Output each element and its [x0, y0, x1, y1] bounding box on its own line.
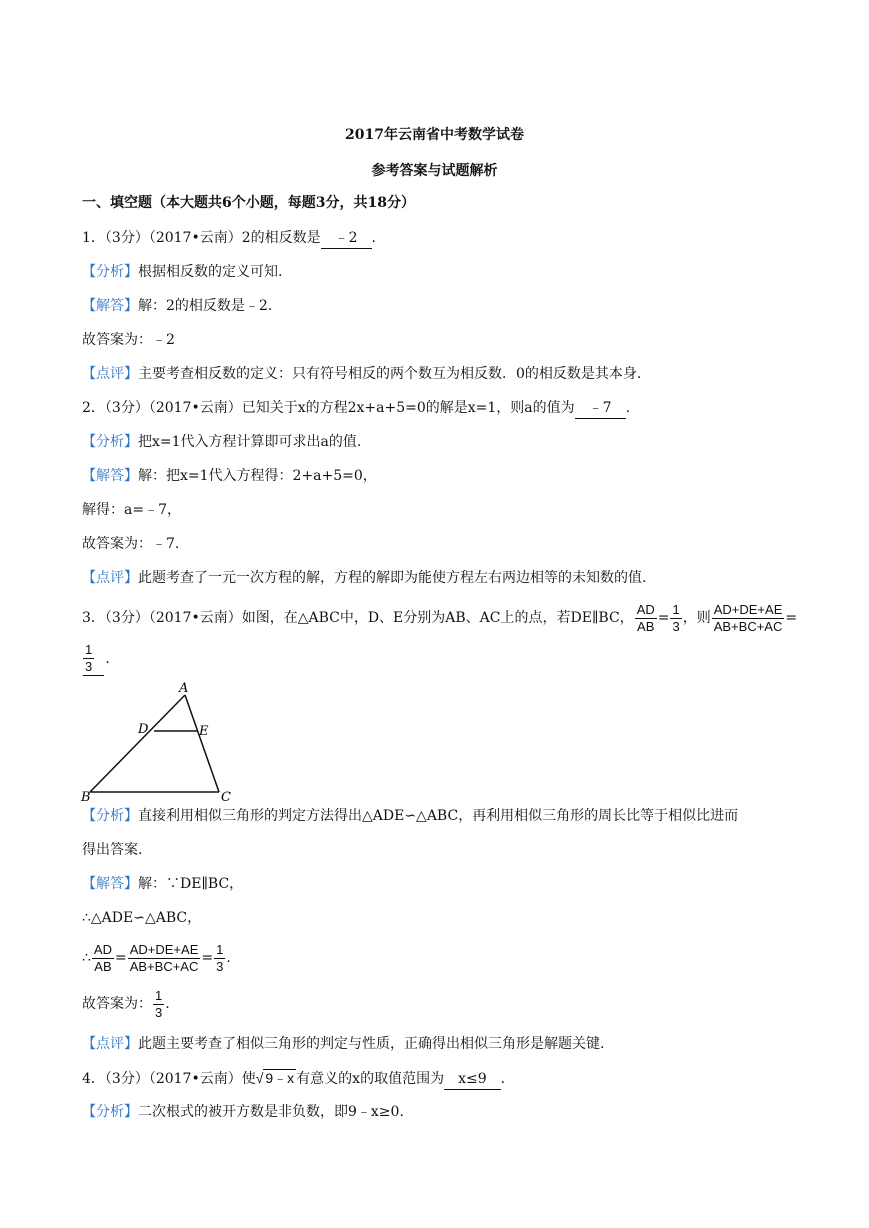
q3-final: 故答案为： $\frac{1}{3}$ . — [82, 987, 170, 1020]
q3-analysis-2: 得出答案. — [82, 842, 143, 858]
q1-comment: 【点评】主要考查相反数的定义：只有符号相反的两个数互为相反数．0的相反数是其本身. — [82, 366, 642, 382]
q1-final: 故答案为：﹣2 — [82, 332, 175, 348]
label-a: A — [179, 681, 189, 696]
q2-solution: 【解答】解：把x=1代入方程得：2+a+5=0， — [82, 468, 377, 484]
analysis-tag: 【分析】 — [82, 1104, 138, 1120]
paper-subtitle: 参考答案与试题解析 — [371, 163, 498, 179]
q2-comment: 【点评】此题考查了一元一次方程的解，方程的解即为能使方程左右两边相等的未知数的值. — [82, 570, 647, 586]
q3-analysis-1: 【分析】直接利用相似三角形的判定方法得出△ADE∽△ABC，再利用相似三角形的周长比等于相似比进而 — [82, 808, 739, 824]
solution-tag: 【解答】 — [82, 876, 138, 892]
q2-answer: ﹣7 — [575, 398, 626, 419]
paper-title: 2017年云南省中考数学试卷 — [345, 127, 524, 143]
q4-stem: 4．（3分）（2017•云南）使√ 9﹣x 有意义的x的取值范围为 x≤9 . — [82, 1068, 505, 1090]
analysis-tag: 【分析】 — [82, 434, 138, 450]
label-d: D — [138, 722, 149, 737]
q2-stem: 2．（3分）（2017•云南）已知关于x的方程2x+a+5=0的解是x=1，则a的值为 ﹣7 . — [82, 398, 630, 419]
q3-comment: 【点评】此题主要考查了相似三角形的判定与性质，正确得出相似三角形是解题关键. — [82, 1036, 605, 1052]
q2-final: 故答案为：﹣7. — [82, 536, 180, 552]
q1-solution: 【解答】解：2的相反数是﹣2. — [82, 298, 273, 314]
q4-analysis: 【分析】二次根式的被开方数是非负数，即9﹣x≥0. — [82, 1104, 404, 1120]
q1-stem: 1．（3分）（2017•云南）2的相反数是 ﹣2 . — [82, 228, 376, 249]
label-c: C — [221, 790, 231, 804]
triangle-figure — [78, 680, 238, 804]
q3-answer-fraction: $\frac{1}{3}$ — [83, 642, 104, 676]
sqrt-expression: √ 9﹣x — [255, 1070, 295, 1086]
q2-step: 解得：a=﹣7， — [82, 502, 181, 518]
q3-answer: $\frac{1}{3}$ . — [85, 642, 110, 674]
analysis-tag: 【分析】 — [82, 264, 138, 280]
label-e: E — [199, 724, 209, 739]
comment-tag: 【点评】 — [82, 1036, 138, 1052]
section-heading: 一、填空题（本大题共6个小题，每题3分，共18分） — [82, 195, 415, 211]
analysis-tag: 【分析】 — [82, 808, 138, 824]
fraction-one-third: $\frac{1}{3}$ — [672, 601, 680, 634]
q2-analysis: 【分析】把x=1代入方程计算即可求出a的值. — [82, 434, 362, 450]
solution-tag: 【解答】 — [82, 298, 138, 314]
q3-solution: 【解答】解：∵DE∥BC， — [82, 876, 244, 892]
q1-answer: ﹣2 — [321, 228, 372, 249]
fraction-perimeter-ratio: $\frac{AD+DE+AE}{AB+BC+AC}$ — [713, 601, 783, 634]
label-b: B — [81, 790, 91, 804]
solution-tag: 【解答】 — [82, 468, 138, 484]
comment-tag: 【点评】 — [82, 570, 138, 586]
q4-answer: x≤9 — [444, 1069, 501, 1090]
q1-analysis: 【分析】根据相反数的定义可知. — [82, 264, 283, 280]
comment-tag: 【点评】 — [82, 366, 138, 382]
q3-step1: ∴△ADE∽△ABC， — [82, 910, 202, 926]
fraction-ad-ab: $\frac{AD}{AB}$ — [636, 601, 655, 634]
q3-stem: 3．（3分）（2017•云南）如图，在△ABC中，D、E分别为AB、AC上的点，若DE∥BC， $\frac{AD}{AB}$ = $\frac{1}{3}$ ，则 $\frac{AD+DE+AE}{AB+BC+AC}$ = — [82, 601, 798, 634]
q3-step2: ∴ $\frac{AD}{AB}$ = $\frac{AD+DE+AE}{AB+BC+AC}$ = $\frac{1}{3}$ . — [82, 941, 231, 974]
